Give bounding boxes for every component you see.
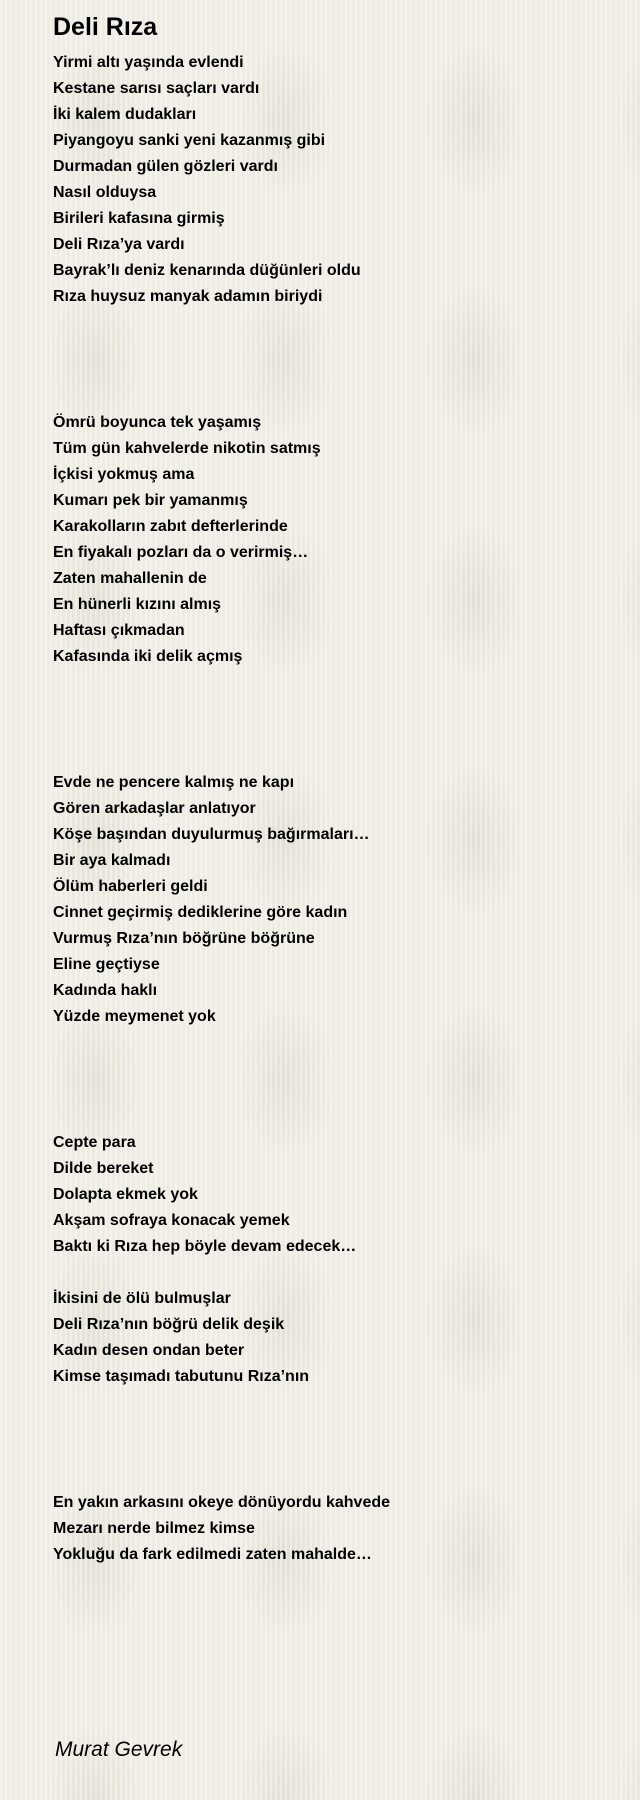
poem-line: Cepte para — [53, 1134, 136, 1151]
poem-line: Yokluğu da fark edilmedi zaten mahalde… — [53, 1546, 372, 1563]
poem-line: Nasıl olduysa — [53, 184, 157, 201]
poem-line: En yakın arkasını okeye dönüyordu kahvede — [53, 1494, 391, 1511]
poem-line: Evde ne pencere kalmış ne kapı — [53, 774, 295, 791]
poem-line: Deli Rıza’ya vardı — [53, 236, 185, 253]
poem-line: Akşam sofraya konacak yemek — [53, 1212, 290, 1229]
poem-line: Karakolların zabıt defterlerinde — [53, 518, 288, 535]
poem-line: Kadın desen ondan beter — [53, 1342, 245, 1359]
stanza-5 — [53, 1286, 613, 1390]
poem-line: Cinnet geçirmiş dediklerine göre kadın — [53, 904, 348, 921]
poem-line: İki kalem dudakları — [53, 106, 197, 123]
poem-line: Bayrak’lı deniz kenarında düğünleri oldu — [53, 262, 361, 279]
poem-line: Kestane sarısı saçları vardı — [53, 80, 260, 97]
poem-line: Kimse taşımadı tabutunu Rıza’nın — [53, 1368, 310, 1385]
poem-line: Birileri kafasına girmiş — [53, 210, 225, 227]
poem-line: Dolapta ekmek yok — [53, 1186, 198, 1203]
poem-body — [53, 50, 613, 1568]
poem-line: Dilde bereket — [53, 1160, 154, 1177]
poem-line: Durmadan gülen gözleri vardı — [53, 158, 278, 175]
poem-line: İçkisi yokmuş ama — [53, 466, 195, 483]
poem-line: Mezarı nerde bilmez kimse — [53, 1520, 255, 1537]
stanza-spacer — [53, 670, 613, 770]
poem-line: Zaten mahallenin de — [53, 570, 207, 587]
poem-line: Bir aya kalmadı — [53, 852, 171, 869]
poem-line: Kumarı pek bir yamanmış — [53, 492, 248, 509]
poem-line: Eline geçtiyse — [53, 956, 160, 973]
stanza-2 — [53, 410, 613, 670]
stanza-spacer — [53, 310, 613, 410]
poem-line: İkisini de ölü bulmuşlar — [53, 1290, 231, 1307]
poem-line: Piyangoyu sanki yeni kazanmış gibi — [53, 132, 326, 149]
poem-line: Gören arkadaşlar anlatıyor — [53, 800, 256, 817]
poem-line: Baktı ki Rıza hep böyle devam edecek… — [53, 1238, 357, 1255]
poem-line: Rıza huysuz manyak adamın biriydi — [53, 288, 323, 305]
stanza-6 — [53, 1490, 613, 1568]
stanza-4 — [53, 1130, 613, 1260]
poem-line: En hünerli kızını almış — [53, 596, 222, 613]
stanza-3 — [53, 770, 613, 1030]
poem-line: Köşe başından duyulurmuş bağırmaları… — [53, 826, 370, 843]
poem-line: Tüm gün kahvelerde nikotin satmış — [53, 440, 321, 457]
poem-author: Murat Gevrek — [55, 1738, 183, 1761]
poem-line: Deli Rıza’nın böğrü delik deşik — [53, 1316, 285, 1333]
poem-line: Vurmuş Rıza’nın böğrüne böğrüne — [53, 930, 315, 947]
poem-line: En fiyakalı pozları da o verirmiş… — [53, 544, 309, 561]
poem-page — [53, 10, 613, 1568]
poem-line: Yüzde meymenet yok — [53, 1008, 216, 1025]
poem-line: Kafasında iki delik açmış — [53, 648, 243, 665]
stanza-spacer — [53, 1390, 613, 1490]
poem-line: Ömrü boyunca tek yaşamış — [53, 414, 262, 431]
poem-line: Yirmi altı yaşında evlendi — [53, 54, 244, 71]
poem-line: Haftası çıkmadan — [53, 622, 185, 639]
stanza-spacer — [53, 1260, 613, 1286]
poem-line: Kadında haklı — [53, 982, 158, 999]
stanza-1 — [53, 50, 613, 310]
poem-title: Deli Rıza — [53, 13, 158, 41]
stanza-spacer — [53, 1030, 613, 1130]
poem-line: Ölüm haberleri geldi — [53, 878, 208, 895]
